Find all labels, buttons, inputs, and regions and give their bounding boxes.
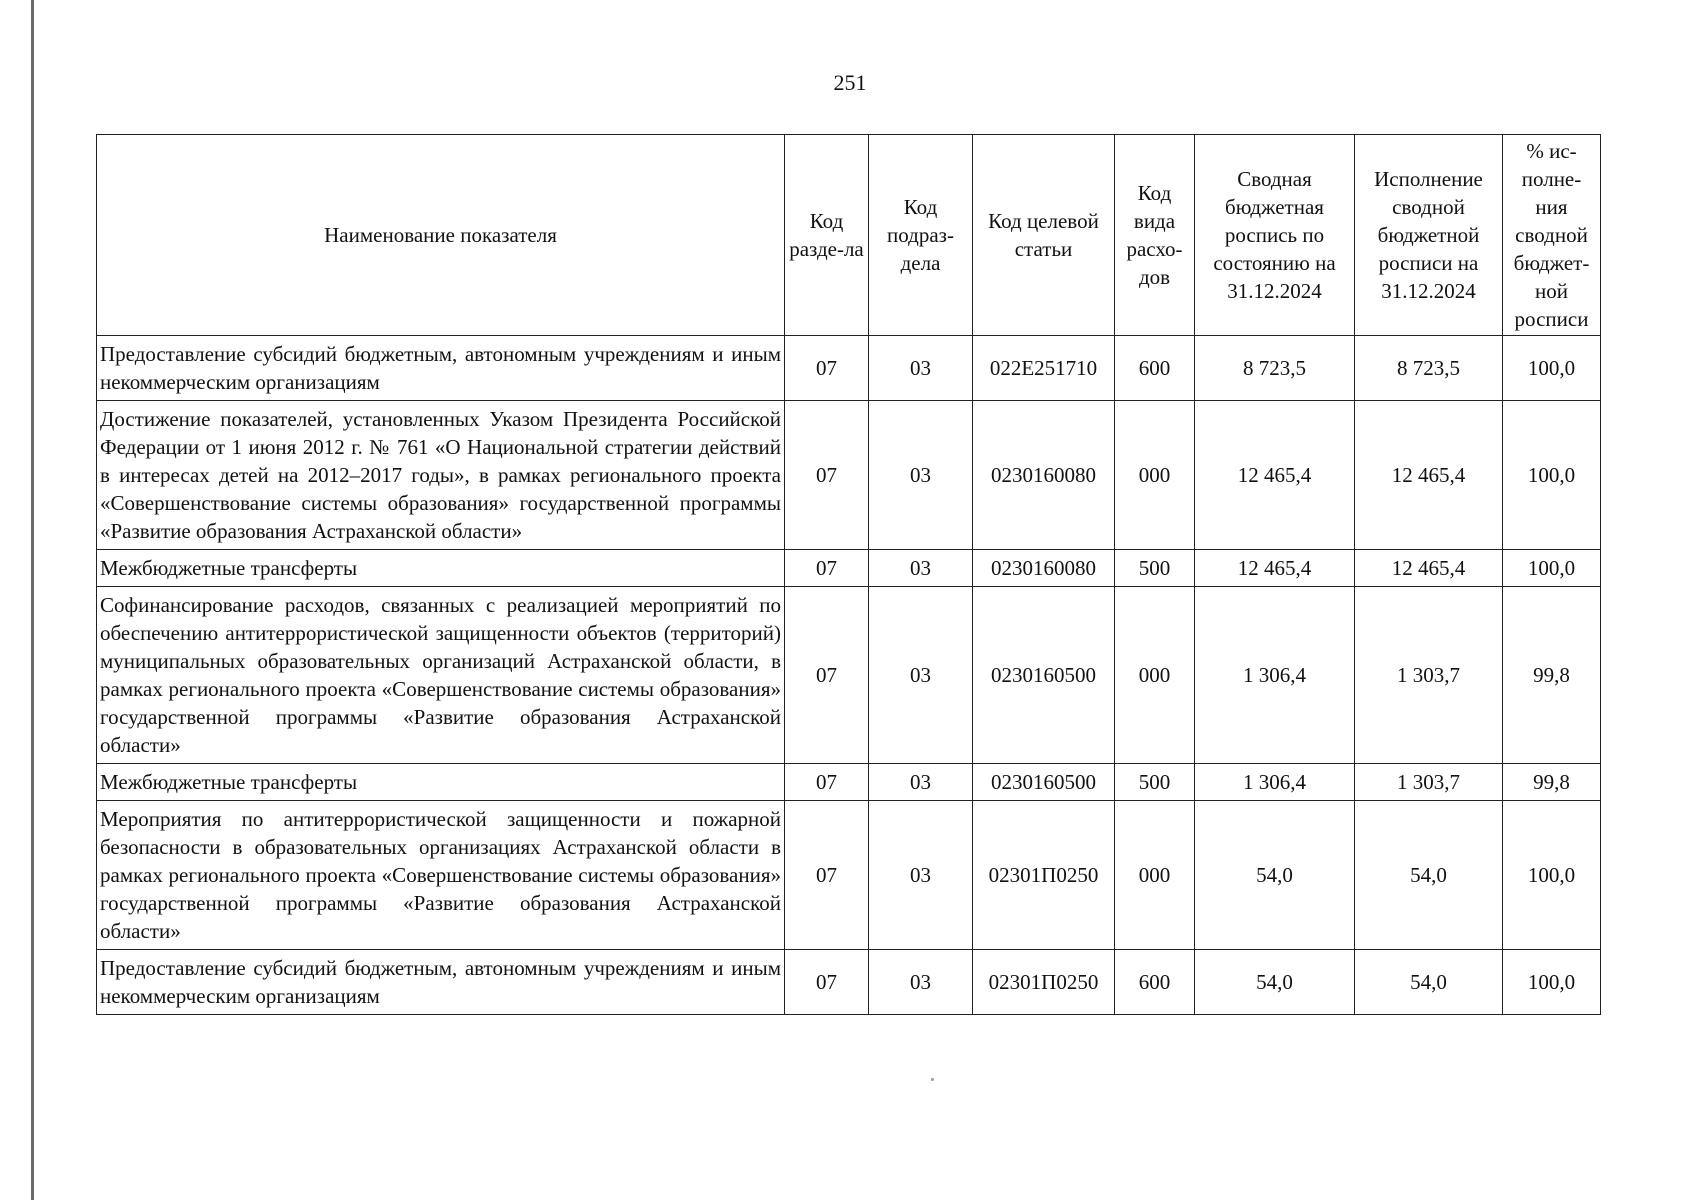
- row-name: Межбюджетные трансферты: [97, 550, 785, 587]
- row-target-code: 022Е251710: [973, 336, 1115, 401]
- table-row: [97, 950, 1601, 1015]
- row-name: Предоставление субсидий бюджетным, автономным учреждениям и иным некоммерческим организациям: [97, 336, 785, 401]
- table-row: [97, 336, 1601, 401]
- row-execution: 1 303,7: [1355, 764, 1503, 801]
- row-percent: 100,0: [1503, 550, 1601, 587]
- header-execution: Исполнение сводной бюджетной росписи на 31.12.2024: [1355, 135, 1503, 336]
- row-expense-type-code: 600: [1115, 950, 1195, 1015]
- table-row: [97, 550, 1601, 587]
- row-subsection-code: 03: [869, 764, 973, 801]
- row-target-code: 0230160500: [973, 587, 1115, 764]
- row-execution: 54,0: [1355, 801, 1503, 950]
- row-expense-type-code: 000: [1115, 401, 1195, 550]
- row-section-code: 07: [785, 764, 869, 801]
- row-execution: 8 723,5: [1355, 336, 1503, 401]
- row-target-code: 0230160500: [973, 764, 1115, 801]
- table-row: [97, 801, 1601, 950]
- row-target-code: 0230160080: [973, 550, 1115, 587]
- budget-execution-table: [96, 134, 1601, 1015]
- row-expense-type-code: 000: [1115, 801, 1195, 950]
- row-budget: 54,0: [1195, 801, 1355, 950]
- row-section-code: 07: [785, 550, 869, 587]
- row-name: Мероприятия по антитеррористической защищенности и пожарной безопасности в образовательных организациях Астраханской области в рамках регионального проекта «Совершенствование системы образования» государственной программы «Развитие образования Астраханской области»: [97, 801, 785, 950]
- row-section-code: 07: [785, 801, 869, 950]
- row-percent: 100,0: [1503, 401, 1601, 550]
- row-budget: 12 465,4: [1195, 401, 1355, 550]
- row-section-code: 07: [785, 587, 869, 764]
- row-name: Достижение показателей, установленных Указом Президента Российской Федерации от 1 июня 2012 г. № 761 «О Национальной стратегии действий в интересах детей на 2012–2017 годы», в рамках регионального проекта «Совершенствование системы образования» государственной программы «Развитие образования Астраханской области»: [97, 401, 785, 550]
- row-subsection-code: 03: [869, 587, 973, 764]
- row-section-code: 07: [785, 336, 869, 401]
- row-budget: 54,0: [1195, 950, 1355, 1015]
- row-budget: 8 723,5: [1195, 336, 1355, 401]
- header-percent-execution: % ис-полне-ния сводной бюджет-ной росписи: [1503, 135, 1601, 336]
- row-budget: 12 465,4: [1195, 550, 1355, 587]
- row-percent: 99,8: [1503, 764, 1601, 801]
- row-section-code: 07: [785, 950, 869, 1015]
- row-section-code: 07: [785, 401, 869, 550]
- header-budget-schedule: Сводная бюджетная роспись по состоянию на 31.12.2024: [1195, 135, 1355, 336]
- page-number: 251: [833, 70, 867, 95]
- table-header-row: [97, 135, 1601, 336]
- row-execution: 1 303,7: [1355, 587, 1503, 764]
- table-row: [97, 587, 1601, 764]
- row-percent: 99,8: [1503, 587, 1601, 764]
- row-percent: 100,0: [1503, 950, 1601, 1015]
- row-subsection-code: 03: [869, 336, 973, 401]
- row-name: Софинансирование расходов, связанных с реализацией мероприятий по обеспечению антитеррористической защищенности объектов (территорий) муниципальных образовательных организаций Астраханской области, в рамках регионального проекта «Совершенствование системы образования» государственной программы «Развитие образования Астраханской области»: [97, 587, 785, 764]
- row-budget: 1 306,4: [1195, 587, 1355, 764]
- scan-page-edge: [31, 0, 34, 1200]
- header-name: Наименование показателя: [97, 135, 785, 336]
- row-target-code: 02301П0250: [973, 801, 1115, 950]
- row-percent: 100,0: [1503, 801, 1601, 950]
- header-expense-type-code: Код вида расхо-дов: [1115, 135, 1195, 336]
- table-row: [97, 764, 1601, 801]
- header-target-code: Код целевой статьи: [973, 135, 1115, 336]
- row-budget: 1 306,4: [1195, 764, 1355, 801]
- header-subsection-code: Код подраз-дела: [869, 135, 973, 336]
- row-subsection-code: 03: [869, 801, 973, 950]
- row-subsection-code: 03: [869, 550, 973, 587]
- row-execution: 12 465,4: [1355, 550, 1503, 587]
- row-execution: 12 465,4: [1355, 401, 1503, 550]
- row-expense-type-code: 500: [1115, 550, 1195, 587]
- row-expense-type-code: 500: [1115, 764, 1195, 801]
- header-section-code: Код разде-ла: [785, 135, 869, 336]
- table-row: [97, 401, 1601, 550]
- row-expense-type-code: 000: [1115, 587, 1195, 764]
- row-execution: 54,0: [1355, 950, 1503, 1015]
- row-subsection-code: 03: [869, 950, 973, 1015]
- row-percent: 100,0: [1503, 336, 1601, 401]
- scan-speck: [931, 1078, 934, 1081]
- row-expense-type-code: 600: [1115, 336, 1195, 401]
- row-name: Межбюджетные трансферты: [97, 764, 785, 801]
- row-target-code: 0230160080: [973, 401, 1115, 550]
- row-target-code: 02301П0250: [973, 950, 1115, 1015]
- row-name: Предоставление субсидий бюджетным, автономным учреждениям и иным некоммерческим организациям: [97, 950, 785, 1015]
- row-subsection-code: 03: [869, 401, 973, 550]
